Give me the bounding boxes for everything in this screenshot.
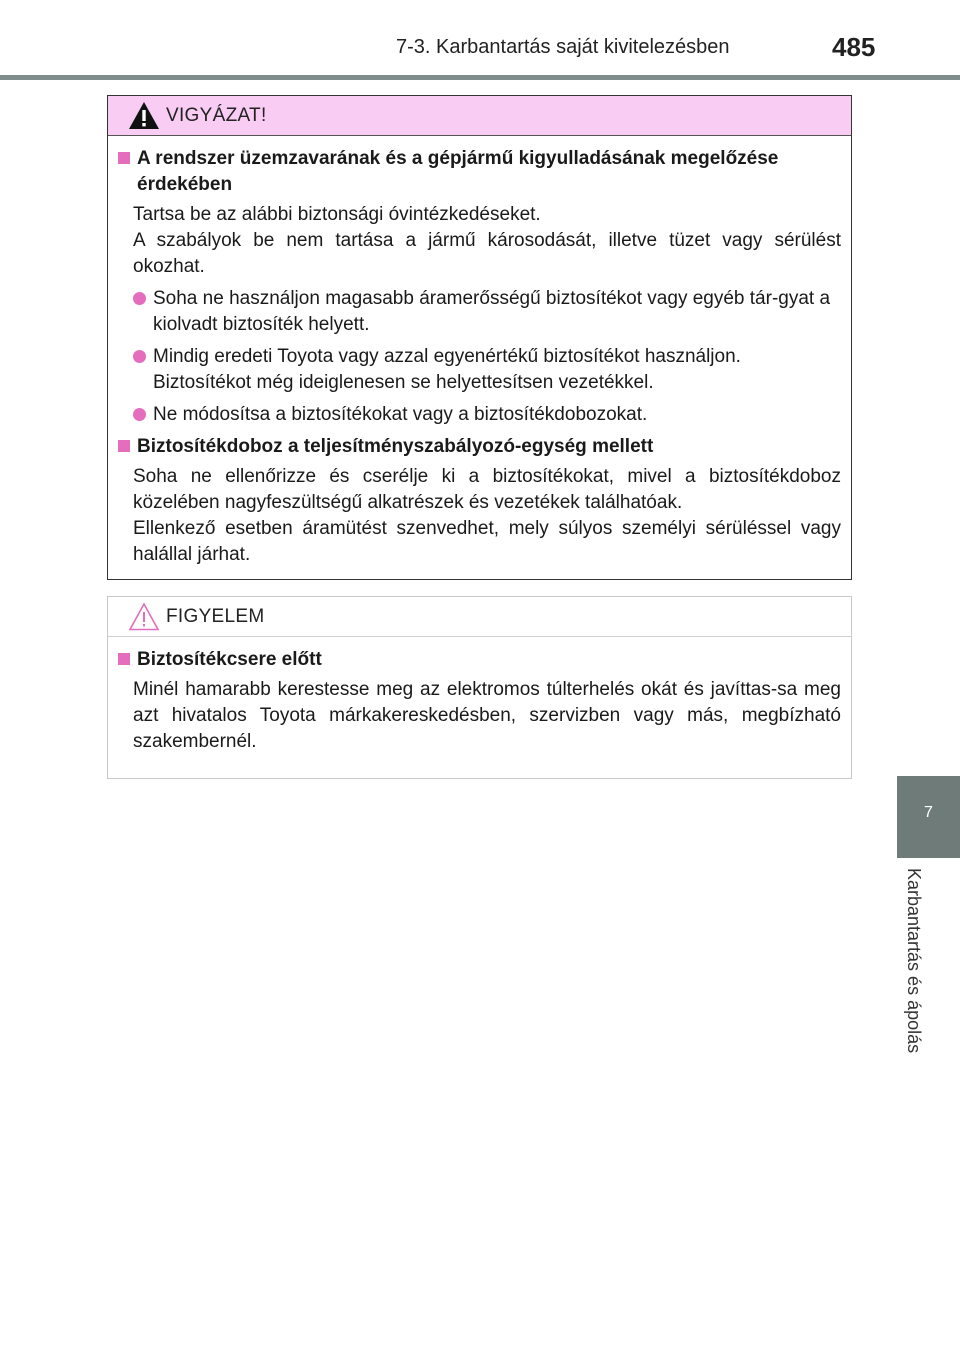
round-bullet-icon [133,350,146,363]
round-bullet-icon [133,292,146,305]
round-bullet-icon [133,408,146,421]
header-divider [0,75,960,80]
page-number: 485 [832,32,876,62]
warning-section1-title: A rendszer üzemzavarának és a gépjármű kigyulladásának megelőzése érdekében [137,148,779,195]
square-bullet-icon [118,152,130,164]
warning-section2-text1: Soha ne ellenőrizze és cserélje ki a biztosítékokat, mivel a biztosítékdoboz közelében nagyfeszültségű alkatrészek és vezetékek találhatóak. [133,466,841,513]
chapter-title: Karbantartás és ápolás [904,868,924,1054]
warning-label: VIGYÁZAT! [166,105,267,126]
bullet-text: Soha ne használjon magasabb áramerősségű biztosítékot vagy egyéb tár-gyat a kiolvadt biztosíték helyett. [153,288,831,335]
section-title: 7-3. Karbantartás saját kivitelezésben [396,36,730,58]
warning-line2: A szabályok be nem tartása a jármű károsodását, illetve tüzet vagy sérülést okozhat. [133,230,841,277]
warning-section2-text2: Ellenkező esetben áramütést szenvedhet, mely súlyos személyi sérüléssel vagy halállal járhat. [133,518,841,565]
warning-triangle-icon [128,100,160,132]
square-bullet-icon [118,653,130,665]
notice-section-title [116,647,841,673]
notice-paragraph: Minél hamarabb kerestesse meg az elektromos túlterhelés okát és javíttas-sa meg azt hivatalos Toyota márkakereskedésben, szervizben vagy más, megbízható szakembernél. [133,679,841,752]
notice-box-header [108,597,851,637]
warning-box [107,95,852,580]
notice-label: FIGYELEM [166,606,265,627]
notice-section1-title: Biztosítékcsere előtt [137,649,322,670]
warning-section-title [116,434,841,460]
warning-section-title [116,146,841,198]
caution-triangle-icon [128,601,160,633]
chapter-number: 7 [924,804,933,821]
list-item [116,402,841,428]
list-item [116,286,841,338]
bullet-text: Mindig eredeti Toyota vagy azzal egyenértékű biztosítékot használjon. Biztosítékot még ideiglenesen se helyettesítsen vezetékkel. [153,346,741,393]
warning-paragraph [116,464,841,568]
bullet-text: Ne módosítsa a biztosítékokat vagy a biztosítékdobozokat. [153,404,648,425]
warning-section2-title: Biztosítékdoboz a teljesítményszabályozó-egység mellett [137,436,654,457]
chapter-tab[interactable] [897,776,960,858]
notice-box [107,596,852,779]
warning-line1: Tartsa be az alábbi biztonsági óvintézkedéseket. [133,204,541,225]
square-bullet-icon [118,440,130,452]
list-item [116,344,841,396]
warning-box-header [108,96,851,136]
warning-paragraph [116,202,841,280]
